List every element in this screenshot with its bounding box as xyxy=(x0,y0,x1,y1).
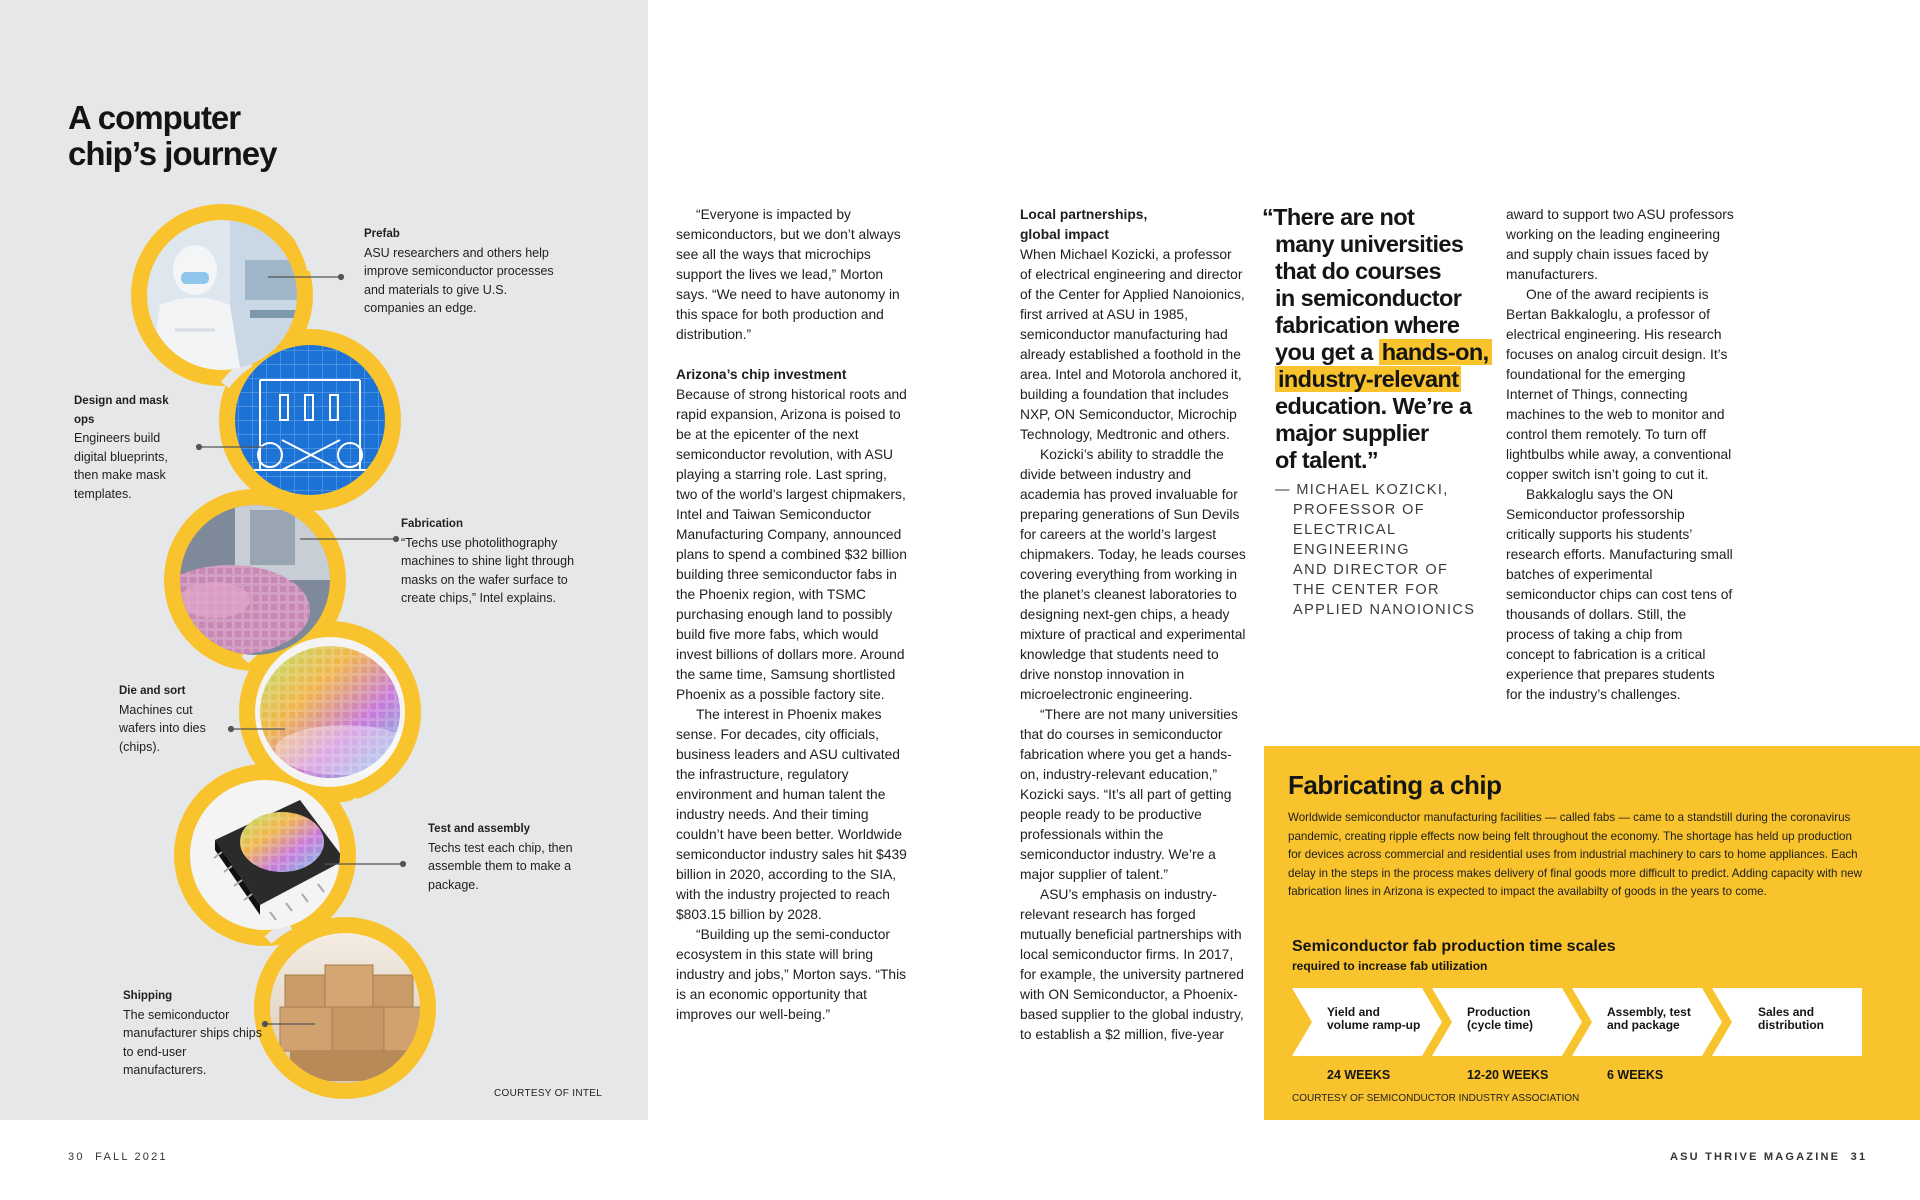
title-line-2: chip’s journey xyxy=(68,135,277,172)
quote-fragment: you get a xyxy=(1275,339,1379,365)
step-text: “Techs use photolithography machines to shine light through masks on the wafer surface to create chips,” Intel explains. xyxy=(401,535,575,605)
stage-label-line: volume ramp-up xyxy=(1327,1018,1421,1032)
attribution-line: — MICHAEL KOZICKI, xyxy=(1275,482,1449,498)
paragraph: ASU’s emphasis on industry-relevant research has forged mutually beneficial partnerships with local semiconductor firms. In 2017, for example, the university partnered with ON Semiconductor, a Phoenix-based supplier to the global industry, to establish a $2 million, five-year xyxy=(1020,887,1244,1042)
step-text: Machines cut wafers into dies (chips). xyxy=(119,702,206,754)
paragraph: Bakkaloglu says the ON Semiconductor professorship critically supports his students’ research efforts. Manufacturing small batches of experimental semiconductor chips can cost tens of thousands of dollars. Still, the process of taking a chip from concept to fabrication is a critical experience that prepares students for the industry’s challenges. xyxy=(1506,487,1733,702)
step-text: Engineers build digital blueprints, then make mask templates. xyxy=(74,431,168,501)
paragraph: “Everyone is impacted by semiconductors, but we don’t always see all the ways that microchips support the lives we lead,” Morton says. “We need to have autonomy in this space for both production and distribution.” xyxy=(676,207,901,342)
stage-label xyxy=(1467,1006,1533,1032)
step-text: ASU researchers and others help improve semiconductor processes and materials to give U.S. companies an edge. xyxy=(364,245,554,315)
timeline-subtitle: required to increase fab utilization xyxy=(1292,959,1488,973)
stage-label xyxy=(1607,1006,1691,1032)
stage-duration: 6 WEEKS xyxy=(1607,1068,1664,1082)
attribution-line: THE CENTER FOR xyxy=(1293,582,1440,598)
stage-label-line: distribution xyxy=(1758,1018,1824,1032)
attribution-line: PROFESSOR OF xyxy=(1293,502,1426,518)
fabricating-chip-box xyxy=(1264,746,1920,1120)
article-column-1 xyxy=(676,205,908,1025)
section-heading: Local partnerships, global impact xyxy=(1020,207,1148,242)
step-title: Design and mask ops xyxy=(74,395,169,426)
stage-label-line: Sales and xyxy=(1758,1005,1815,1019)
paragraph: When Michael Kozicki, a professor of electrical engineering and director of the Center for Applied Nanoionics, first arrived at ASU in 1985, semiconductor manufacturing had already established a foothold in the area. Intel and Motorola anchored it, building a foundation that includes NXP, ON Semiconductor, Microchip Technology, Medtronic and others. xyxy=(1020,247,1245,442)
step-fabrication xyxy=(401,515,601,608)
quote-line xyxy=(1262,339,1502,366)
step-die-and-sort xyxy=(119,682,214,756)
article-column-2 xyxy=(1020,205,1246,1045)
stage-label xyxy=(1327,1006,1420,1032)
pull-quote xyxy=(1262,204,1502,474)
stage-label-line: (cycle time) xyxy=(1467,1018,1534,1032)
stage-label-line: Production xyxy=(1467,1005,1531,1019)
quote-line: “There are not xyxy=(1262,204,1415,230)
step-text: The semiconductor manufacturer ships chips to end-user manufacturers. xyxy=(123,1007,262,1077)
section-heading: Arizona’s chip investment xyxy=(676,367,847,382)
quote-line: in semiconductor xyxy=(1275,285,1462,311)
title-line-1: A computer xyxy=(68,99,241,136)
quote-line: major supplier xyxy=(1275,420,1429,446)
step-test-and-assembly xyxy=(428,820,598,894)
source-credit-sia: COURTESY OF SEMICONDUCTOR INDUSTRY ASSOCIATION xyxy=(1292,1093,1580,1104)
quote-line: education. We’re a xyxy=(1275,393,1472,419)
stage-label xyxy=(1758,1006,1824,1032)
step-title: Test and assembly xyxy=(428,823,531,835)
fab-box-title: Fabricating a chip xyxy=(1288,770,1502,800)
timeline-title: Semiconductor fab production time scales xyxy=(1292,938,1616,955)
quote-line: that do courses xyxy=(1275,258,1441,284)
quote-line: many universities xyxy=(1275,231,1464,257)
paragraph: “There are not many universities that do courses in semiconductor fabrication where you get a hands-on, industry-relevant education,” Kozicki says. “It’s all part of getting people ready to be productive professionals within the semiconductor industry. We’re a major supplier of talent.” xyxy=(1020,707,1238,882)
step-text: Techs test each chip, then assemble them to make a package. xyxy=(428,840,573,892)
stage-duration: 24 WEEKS xyxy=(1327,1068,1391,1082)
paragraph: One of the award recipients is Bertan Bakkaloglu, a professor of electrical engineering. His research focuses on analog circuit design. It’s foundational for the emerging Internet of Things, connecting machines to the web to monitor and control them remotely. To turn off lightbulbs while away, a conventional copper switch isn’t going to cut it. xyxy=(1506,287,1732,482)
quote-line: fabrication where xyxy=(1275,312,1460,338)
article-column-3 xyxy=(1506,205,1734,705)
stage-duration: 12-20 WEEKS xyxy=(1467,1068,1549,1082)
step-prefab xyxy=(364,225,554,318)
pull-quote-attribution xyxy=(1275,480,1475,620)
stage-label-line: Assembly, test xyxy=(1607,1005,1691,1019)
step-title: Shipping xyxy=(123,990,173,1002)
step-title: Fabrication xyxy=(401,518,463,530)
fab-box-text: Worldwide semiconductor manufacturing facilities — called fabs — came to a standstill during the coronavirus pandemic, creating ripple effects now being felt throughout the economy. The shortage has held up production for devices across commercial and residential uses from industrial machinery to cars to home appliances. Each delay in the steps in the process makes delivery of final goods more difficult to predict. Adding capacity with new fabrication lines in Arizona is expected to impact the availabilty of goods in the years to come. xyxy=(1288,811,1862,898)
step-shipping xyxy=(123,987,268,1080)
paragraph: Because of strong historical roots and rapid expansion, Arizona is poised to be at the epicenter of the next semiconductor revolution, with ASU playing a starring role. Last spring, two of the world’s largest chipmakers, Intel and Taiwan Semiconductor Manufacturing Company, announced plans to spend a combined $32 billion building three semiconductor fabs in the Phoenix region, with TSMC purchasing enough land to possibly build five more fabs, which would invest billions of dollars more. Around the same time, Samsung shortlisted Phoenix as a possible factory site. xyxy=(676,387,907,702)
quote-line xyxy=(1262,366,1502,393)
attribution-line: AND DIRECTOR OF xyxy=(1293,562,1449,578)
attribution-line: APPLIED NANOIONICS xyxy=(1293,602,1476,618)
step-title: Prefab xyxy=(364,228,400,240)
quote-line: of talent.” xyxy=(1275,447,1379,473)
folio-left: 30 FALL 2021 xyxy=(68,1151,168,1163)
paragraph: Kozicki’s ability to straddle the divide between industry and academia has proved invaluable for preparing generations of Sun Devils for careers at the world’s largest chipmakers. Today, he leads courses covering everything from working in the planet’s cleanest laboratories to designing next-gen chips, a heady mixture of practical and experimental knowledge that students need to drive nonstop innovation in microelectronic engineering. xyxy=(1020,447,1246,702)
step-title: Die and sort xyxy=(119,685,186,697)
folio-right: ASU THRIVE MAGAZINE 31 xyxy=(1670,1151,1868,1163)
stage-label-line: and package xyxy=(1607,1018,1680,1032)
photo-credit-intel: COURTESY OF INTEL xyxy=(494,1088,603,1099)
paragraph: “Building up the semi-conductor ecosystem in this state will bring industry and jobs,” Morton says. “This is an economic opportunity that improves our well-being.” xyxy=(676,927,907,1022)
attribution-line: ENGINEERING xyxy=(1293,542,1410,558)
paragraph: The interest in Phoenix makes sense. For decades, city officials, business leaders and ASU cultivated the infrastructure, regulatory environment and human talent the industry needs. And their timing couldn’t have been better. Worldwide semiconductor industry sales hit $439 billion in 2020, according to the SIA, with the industry projected to reach $803.15 billion by 2028. xyxy=(676,707,907,922)
attribution-line: ELECTRICAL xyxy=(1293,522,1397,538)
quote-highlight: hands-on, xyxy=(1379,339,1492,365)
step-design-mask-ops xyxy=(74,392,174,503)
paragraph: award to support two ASU professors working on the leading engineering and supply chain issues faced by manufacturers. xyxy=(1506,207,1734,282)
quote-highlight: industry-relevant xyxy=(1275,366,1461,392)
stage-label-line: Yield and xyxy=(1327,1005,1380,1019)
